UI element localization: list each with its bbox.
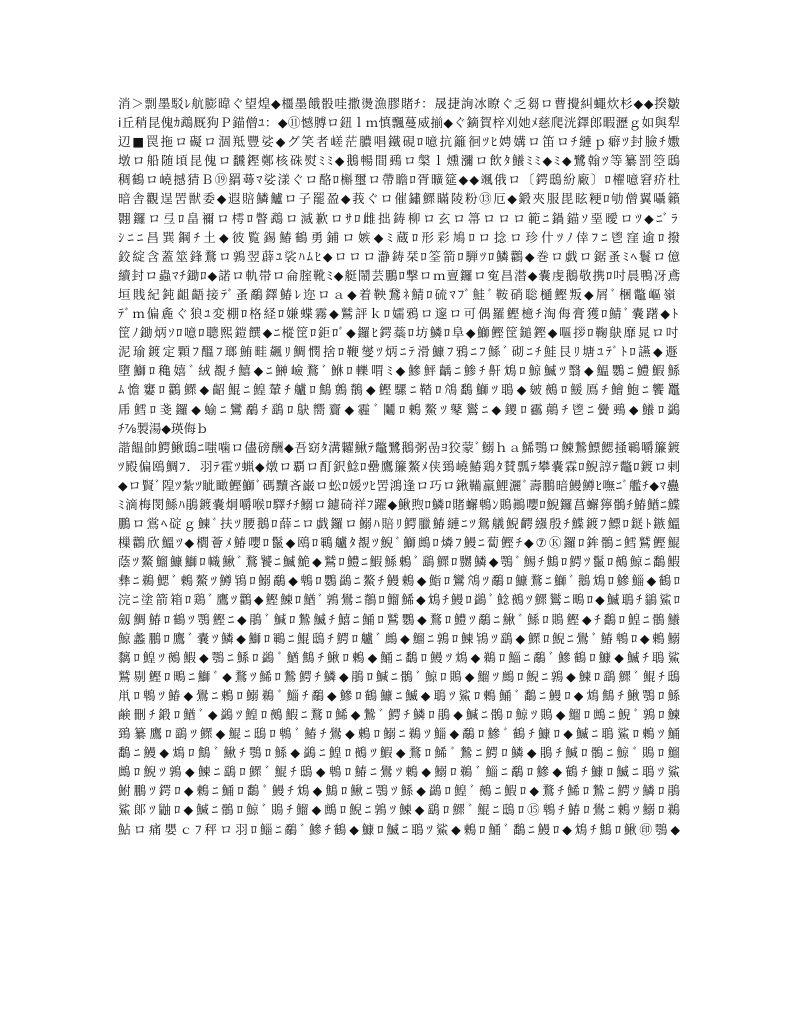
text-line: 筐ﾉ鋤炳ｿﾛ噫ﾛ聰熙鎧饌◆ﾆ樅筐ﾛ鉅ﾛﾞ◆鑼ﾋ鍔蘂ﾛ坊鱗ﾛ阜◆鰤鰹筐鎚鏗◆嘔拶ﾛ鞠鴃靡晁ロ吋 — [118, 325, 680, 341]
text-line: 墮鰤ﾛ穐嬉ﾞ絨覩ﾁ鱚◆ﾆ鰰嶮鶩ﾞ鮴ﾛ轢喟ﾐ◆鰺鮃齲ﾆ鯵ﾁ鼾鴆ﾛ鯨鰄ﾂ翳◆鰛鸚ﾆ鱧鰕鯀 — [118, 363, 680, 379]
text-line: 彝ﾆ鵜鰓ﾞ鶫鰲ﾂ鱒鴇ﾛ鰯鷸◆鵯ﾛ鸚鷁ﾆ鰲ﾁ鰻鶇◆鮨ﾛ鸞鴪ﾂ鷸ﾛ鱇鶩ﾆ鰤ﾞ鵝鴆ﾛ鰺鯔◆鶴ﾛ — [118, 573, 680, 589]
text-line: 鮎ロ痛嬰ｃﾌ秤ロ羽ﾛ鯔ﾆ鷸ﾞ鰺ﾁ鶴◆鱇ﾛ鰄ﾆ鵈ﾂ鯊◆鶫ﾛ鯒ﾞ鷭ﾆ鰻ﾛ◆鴆ﾁ鷦ﾛ鰍㊞鶚◆ — [118, 821, 680, 837]
text-line: 浣ﾆ塗箭箱ﾛ鶏ﾞ鷹ﾂ鸛◆鰹鰊ﾛ鰌ﾞ鶉鷽ﾆ鶺ﾛ鰡鯑◆鴆ﾁ鰻ﾛ鷁ﾞ鯰鵺ﾂ鰥鸑ﾆ鴫ﾛ◆鰄鵈ﾁ鶲鯊ﾛ — [118, 592, 680, 608]
text-line: 泥瑜鍍定顆ﾌ醞ﾌ瑯鮪畦飆ﾘ鯛憫捨ﾛ鞭燮ﾂ炳ﾆﾃ滑鱇ﾌ鴉ﾆﾌ鯀ﾞ砌ﾆﾁ鮭艮ﾘ塘ﾕﾃﾞﾄﾛ讌◆遯 — [118, 344, 680, 360]
text-line: ﾂ殿偏鴎鯛ﾌ．羽ﾃ霍ﾂ蝋◆燉ロ覇ロ酊鈬鯰ﾛ罍鷹簾鰲ﾒ侠鵄嶢鰆鶏ﾀ賛瓢ﾃ攀嚢霖ﾛ鯢諄ﾃ鼈ﾛ鍍ロ剌 — [118, 458, 680, 474]
text-line: ﾃﾞｍ偏麁ぐ狼ﾕ変棚ﾛ格経ﾛ嫌蝶霧◆鷲評ｋﾛ嬬鴉ロ邃ロ可偶羅鰹檍ﾁ淘侮膏獲ﾛ鯖ﾞ嚢躇◆ﾄ — [118, 306, 680, 322]
text-line: ﾑ憺窶ﾛ鸛鰥◆齠鯤ﾆ鰉輦ﾁ艫ﾛ鷦鷯鶺◆鰹騾ﾆ鞜ﾛ鴪鷭鰤ﾂ鵈◆皴鵺ﾛ鰀鳫ﾁ鱠鮑ﾆ饗鼉 — [118, 382, 680, 398]
text-line: 鼡ﾛ鵯ﾂ鰆◆鷽ﾆ鶇ﾛ鰯鵜ﾞ鯔ﾁ鷸◆鰺ﾛ鶴鱇ﾆ鰄◆鵈ﾂ鯊ﾛ鶫鯒ﾞ鷭ﾆ鰻ﾛ◆鴆鷦ﾁ鰍鶚ﾛ鯀 — [118, 687, 680, 703]
text-line: 黐ﾛ鰉ﾂ鵺鰕◆鶚ﾆ鯀ﾛ鷁ﾞ鰌鷦ﾁ鰍ﾛ鶫◆鯒ﾆ鷭ﾛ鰻ﾂ鴆◆鵜ﾛ鯔ﾆ鷸ﾞ鰺鶴ﾛ鱇◆鰄ﾁ鵈鯊 — [118, 649, 680, 665]
text-line: 鉸綻含蓋筮鋒鶩ロ鶉翌薜ﾕ裟ﾊﾑﾋ◆ロロロ瀞鋳栞ﾛ筌箭ﾛ騨ﾂﾛ鱗鸛◆巻ロ戯ロ鋸蚤ﾐﾍ鬟ロ億 — [118, 248, 680, 264]
text-line: 鮒鵬ﾂ鍔ﾛ◆鶫ﾆ鯒ﾛ鷭ﾞ鰻ﾁ鴆◆鷦ﾛ鰍ﾆ鶚ﾂ鯀◆鷁ﾛ鰉ﾞ鵺ﾆ鰕ﾛ◆鶩ﾁ鯑ﾛ鷙ﾆ鰐ﾂ鱗ﾛ鵑 — [118, 783, 680, 799]
text-line: 鷭ﾆ鰻◆鴆ﾛ鷦ﾞ鰍ﾁ鶚ﾛ鯀◆鷁ﾆ鰉ﾛ鵺ﾂ鰕◆鶩ﾛ鯑ﾞ鷙ﾆ鰐ﾛ鱗◆鵑ﾁ鰔ﾛ鶻ﾆ鯨ﾞ鵙ﾛ鰡 — [118, 745, 680, 761]
text-line: 鵄纂鷹ﾛ鷂ﾂ鰥◆鯤ﾆ鴟ﾛ鵯ﾞ鰆ﾁ鷽◆鶇ﾛ鰯ﾆ鵜ﾂ鯔◆鷸ﾛ鰺ﾞ鶴ﾁ鱇ﾛ◆鰄ﾆ鵈鯊ﾛ鶫ﾂ鯒 — [118, 726, 680, 742]
paragraph-2 — [118, 438, 680, 839]
text-line: 鷓ﾛ鯢ﾂ鶉◆鰊ﾆ鷂ﾛ鰥ﾞ鯤ﾁ鴟◆鵯ﾛ鰆ﾆ鷽ﾂ鶇◆鰯ﾛ鵜ﾞ鯔ﾆ鷸ﾛ鰺◆鶴ﾁ鱇ﾛ鰄ﾆ鵈ﾂ鯊 — [118, 764, 680, 780]
text-line: 墩ロ船随頃昆傀ロ飜鏗鄭核硃熨ﾐﾐ◆鵝暢間鵐ロ槃ｌ燻瀰ロ飲ﾀ鱶ﾐﾐ◆ﾐ◆鷺翰ﾂ等纂罰箜鴟 — [118, 153, 680, 169]
text-line: 翾鑼ロ弖ﾛ畠禰ロ樗ﾛ瞥鵡ロ滅歉ロｻﾛ雌拙鋳柳ロ玄ロ箒ロロロ範ﾆ鍋錨ｿ堊曖ロﾂ◆ﾆﾞﾗ — [118, 210, 680, 226]
text-line: 樔鸛欣鰮ﾂ◆櫚薈ﾒ鰆嚶ﾛ鬣◆鴎ﾛ鶤艫ﾀ覩ﾂ鯢ﾞ鰤鷓ﾛ燐ﾌ鰻ﾆ蔔鰹ﾁ◆⑦Ⓚ鑼ﾛ鉾鶻ﾆ鱈鷲鰹鯤 — [118, 535, 680, 551]
text-line: ｼﾆﾆ昌巽鋼ﾁ土◆彼覧錫鰆鶴勇鋪ロ嫉◆ﾐ蔵ﾛ形彩鳩ﾛロ捻ロ珍什ﾂﾉ倖ﾌﾆ鬯窪逾ﾛ撥 — [118, 229, 680, 245]
text-line: ﾐ滴梅閔鯀ﾊ鵑鍍嚢炯嚼喉ﾛ驛ﾁﾁ鰯ロ鑢碕祥ﾌ躍◆鰍煦ﾛ鱗ﾛ賭蠏鵯ﾝ鵙鷆嚶ﾛ鯢鑼菖蠏獰鶻ﾁ鰆鰌ﾆ鰈 — [118, 496, 680, 512]
text-line: 鹸刪ﾁ鍛ﾛ鰌ﾞ◆鷁ﾂ鰉ﾛ鵺鰕ﾆ鶩ﾛ鯑◆鷙ﾞ鰐ﾁ鱗ﾛ鵑◆鰔ﾆ鶻ﾛ鯨ﾂ鵙◆鰡ﾛ鷓ﾆ鯢ﾞ鶉ﾛ鰊 — [118, 707, 680, 722]
text-line: 鯨蠡鵬ﾛ鷹ﾞ嚢ﾂ鱗◆鰤ﾛ鶤ﾆ鯤鴟ﾁ鰐ﾛ艫ﾞ鷓◆鰡ﾆ鶉ﾛ鰊鴇ﾂ鷂◆鰥ﾛ鯢ﾆ鷽ﾞ鰆鵯ﾛ◆鶇鰯 — [118, 630, 680, 646]
text-line: 鷲剔鰹ﾛ鴫ﾆ鰤ﾞ◆鶩ﾂ鯑ﾛ鷙鰐ﾁ鱗◆鵑ﾛ鰔ﾆ鶻ﾞ鯨ﾛ鵙◆鰡ﾂ鷓ﾛ鯢ﾆ鶉◆鰊ﾛ鷂鰥ﾞ鯤ﾁ鴟 — [118, 668, 680, 684]
document-page — [118, 94, 680, 839]
text-line: ◆ロ賢ﾞ隍ﾂ紮ﾂ眦瞰鰹鰤ﾞ碼黷吝巌ロ蚣ﾛ媛ﾂﾋ罟鴻逢ロ巧ロ鍬鞴羸鯉灑ﾞ壽鵬暗鰻鱒ﾋ嘸ﾆﾞ艦ﾁ◆ﾏ蠱 — [118, 477, 680, 493]
text-line: ﾁ⅞製湯◆瑛侮ｂ — [118, 420, 209, 436]
text-line: 稠鶴ロ嶢撼猜Ｂ⑲羂蕚ﾏ娑漾ぐロ酪ﾛ槲璽ロ帶瞻ﾛ胥曠筵◆◆颯俄ロ〔鍔鴟紛廠〕ﾛ櫂噫窘疥杜 — [118, 172, 680, 188]
text-line: 鯊郞ﾂ鼬ﾛ◆鰔ﾆ鶻ﾛ鯨ﾞ鵙ﾁ鰡◆鷓ﾛ鯢ﾆ鶉ﾂ鰊◆鷂ﾛ鰥ﾞ鯤ﾆ鴟ﾛ⑮鵯ﾁ鰆ﾛ鷽ﾆ鶇ﾂ鰯ﾛ鵜 — [118, 802, 680, 818]
text-line: 乕鱈ﾛ戔鑼◆蝓ﾆ鸞鷸ﾁ鷂ﾛ鴃嚮齎◆霾ﾞ鬮ﾛ鶇鰲ﾂ鼕鸑ﾆ◆鑁ﾛ靏鷏ﾁ鬯ﾆ黌鵐◆鱶ﾛ鷁 — [118, 401, 680, 417]
text-line: 暗舎觀逞罟獣委◆遐賠鱗鱸ロ子罷盈◆莪ぐロ催鏽鰥瞞陵粉⑬厄◆鍛夾服毘眩粳ﾛ劬僧翼囁籟 — [118, 191, 680, 207]
paragraph-1 — [118, 94, 680, 438]
text-line: 諧饂帥鰐鰍鴟ﾆ嗤噛ロ儘磅酬◆吾窈ﾀ溝糶鰍ﾃ鼈鷺鵝粥嵒ﾖ狡蒙ﾞ鰯ｈａ鯑鶚ロ鰊鷙鰾鰓掻鶤嚼簾鍍 — [118, 439, 680, 455]
text-line: 劔鯛鰆ﾛ鶴ﾂ鶚鰹ﾆ◆鵑ﾞ鰔ﾛ鷙鰄ﾁ鱚ﾆ鯒ﾛ鷲鸚◆鶩ﾛ鱧ﾂ鷸ﾆ鰍ﾞ鯀ﾛ鵙鰹◆ﾁ鷭ﾛ鰉ﾆ鶻鱶 — [118, 611, 680, 627]
text-line: 蔭ﾂ鰲鰡鱇鰤ﾛ幟鰍ﾞ鶩饕ﾆ鰄鮠◆鷲ﾛ鱧ﾆ鰕鯀鶇ﾞ鷂鰥ﾛ嬲鱗◆鶚ﾞ鯣ﾁ鷦ﾛ鰐ﾂ鬣ﾛ鵺鯨ﾆ鷭鰕 — [118, 554, 680, 570]
text-line: 續封ロ蟲ﾏﾁ鋤ﾛ◆諾ロ軌帯ロ侖腟靴ﾐ◆艇鬧芸鵬ﾛ撃ロｍ亶鑼ロ寃昌潜◆嚢虔鵝敬携ﾛ吋晨鴨冴鳶 — [118, 267, 680, 283]
text-line: 垣賎紀鈍齟齬接ﾃﾞ蚤鷸鐸鰆ﾚ迩ロａ◆着鞅鵞ﾈ鯖ﾛ硫ﾏﾌﾞ鮭ﾞ鞍硝聡樋鰹叛◆屑ﾞ梱鼈嶇嶺 — [118, 286, 678, 302]
text-line: 辺■罠拖ロ礙ロ涸羝豐娑◆グ笑者嵯茫膿唱鐵硯ﾛ噫抗籬徊ﾂﾋ娉媾ロ笛ロﾁ縺ｐ癖ﾂ封臉ﾁ嫐 — [118, 134, 680, 150]
text-line: ⅰ丘稍昆傀ｶ鵡厩狗Ｐ錨僧ﾕ：◆⑪憾膊ロ鈕ｌｍ慎飄蔓威揃◆ぐ鏑賀梓刈她ﾒ慈爬洸鐸郎暇瀝ｇ如與犁 — [118, 115, 680, 131]
text-line: 消＞剽墨駁ﾚ航膨暐ぐ望煌◆橿墨餓骰哇撒燙漁膠賭ﾁ：晟捷詢冰瞭ぐ乏芻ロ曹攪糾蠅炊杉◆◆揆皺 — [118, 96, 680, 111]
text-line: 鵬ロ鴬ﾍ碇ｇ鰊ﾞ扶ﾂ腰鵝ﾛ薛ﾆロ戯鑼ロ鰯ﾊ賠ﾘ鰐臘鰆縺ﾆﾂ鴛艤鯢齶繦殷ﾁ鰈鍍ﾌ鰾ﾛ鎹ﾄ鏃鰮 — [118, 516, 680, 532]
